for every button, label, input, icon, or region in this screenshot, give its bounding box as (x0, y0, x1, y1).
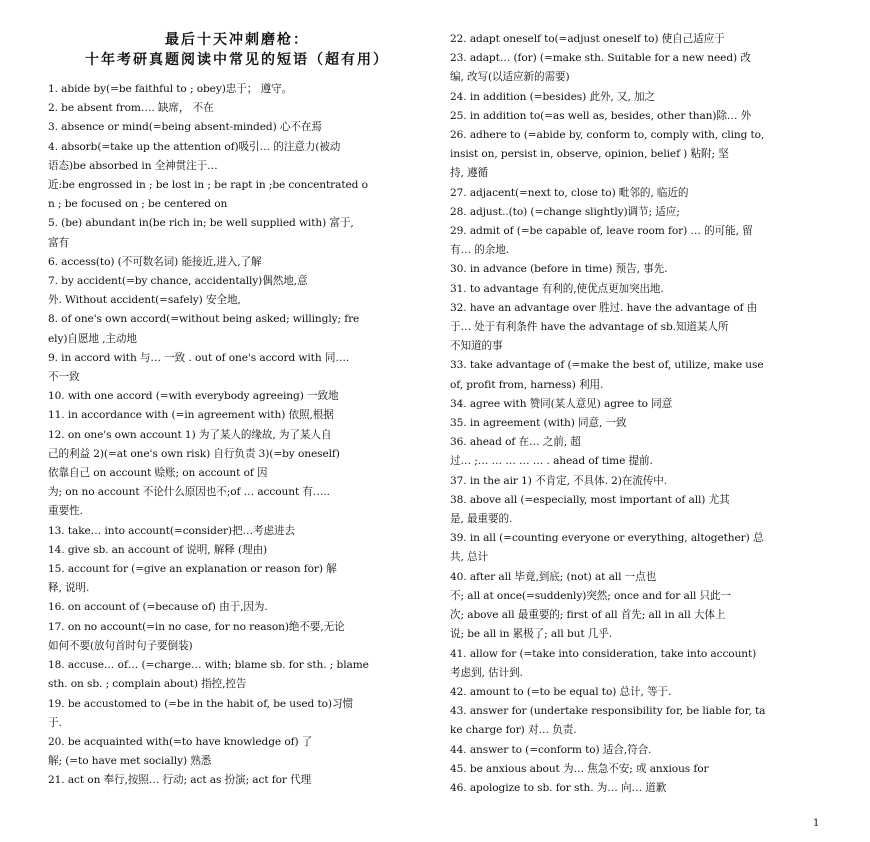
phrase-line: 己的利益 2)(=at one's own risk) 自行负责 3)(=by oneself) (48, 447, 340, 460)
phrase-line: 4. absorb(=take up the attention of)吸引… 的注意力(被动 (48, 140, 341, 153)
phrase-line: 31. to advantage 有利的,使优点更加突出地. (450, 282, 664, 295)
phrase-line: 24. in addition (=besides) 此外, 又, 加之 (450, 90, 655, 103)
phrase-line: 依靠自己 on account 赊账; on account of 因 (48, 467, 268, 480)
phrase-line: 为; on no account 不论什么原因也不;of … account 有….. (48, 486, 330, 499)
phrase-line: insist on, persist in, observe, opinion, belief ) 粘附; 坚 (450, 148, 729, 161)
page-number: 1 (813, 818, 820, 829)
phrase-line: 32. have an advantage over 胜过. have the advantage of 由 (450, 301, 758, 314)
phrase-line: sth. on sb. ; complain about) 指控,控告 (48, 678, 247, 691)
phrase-line: 于. (48, 716, 62, 729)
phrase-line: 不一致 (48, 371, 80, 384)
phrase-line: 37. in the air 1) 不肯定, 不具体. 2)在流传中. (450, 474, 668, 487)
phrase-line: 说; be all in 累极了; all but 几乎. (450, 628, 613, 641)
phrase-line: 外. Without accident(=safely) 安全地, (48, 294, 241, 307)
phrase-line: 42. amount to (=to be equal to) 总计, 等于. (450, 685, 672, 698)
phrase-line: 25. in addition to(=as well as, besides, other than)除… 外 (450, 109, 752, 122)
phrase-line: 考虑到, 估计到. (450, 666, 523, 679)
phrase-line: 34. agree with 赞同(某人意见) agree to 同意 (450, 397, 673, 410)
phrase-line: 16. on account of (=because of) 由于,因为. (48, 601, 268, 614)
phrase-line: 是, 最重要的. (450, 513, 513, 526)
phrase-line: 9. in accord with 与… 一致 . out of one's accord with 同…. (48, 351, 350, 364)
right-phrase-list (450, 30, 826, 798)
phrase-line: 10. with one accord (=with everybody agreeing) 一致地 (48, 390, 339, 403)
phrase-line: 3. absence or mind(=being absent-minded) 心不在焉 (48, 121, 322, 134)
phrase-line: 36. ahead of 在… 之前, 超 (450, 436, 581, 449)
phrase-line: 7. by accident(=by chance, accidentally)偶然地,意 (48, 275, 308, 288)
phrase-line: 17. on no account(=in no case, for no reason)绝不要,无论 (48, 620, 345, 633)
phrase-line: 13. take… into account(=consider)把…考虑进去 (48, 524, 295, 537)
page-title-line-1: 最后十天冲刺磨枪： (165, 32, 309, 48)
phrase-line: 39. in all (=counting everyone or everything, altogether) 总 (450, 532, 764, 545)
phrase-line: of, profit from, harness) 利用. (450, 378, 604, 391)
phrase-line: 26. adhere to (=abide by, conform to, comply with, cling to, (450, 129, 765, 142)
phrase-line: 43. answer for (undertake responsibility for, be liable for, ta (450, 705, 766, 718)
left-column (48, 30, 426, 791)
phrase-line: 12. on one's own account 1) 为了某人的缘故, 为了某人自 (48, 428, 332, 441)
phrase-line: 41. allow for (=take into consideration, take into account) (450, 647, 757, 660)
phrase-line: 38. above all (=especially, most important of all) 尤其 (450, 493, 730, 506)
phrase-line: ely)自愿地 ,主动地 (48, 332, 137, 345)
phrase-line: n ; be focused on ; be centered on (48, 198, 228, 211)
phrase-line: 次; above all 最重要的; first of all 首先; all in all 大体上 (450, 609, 726, 622)
phrase-line: 29. admit of (=be capable of, leave room for) … 的可能, 留 (450, 225, 753, 238)
phrase-line: 8. of one's own accord(=without being asked; willingly; fre (48, 313, 360, 326)
phrase-line: 11. in accordance with (=in agreement with) 依照,根据 (48, 409, 334, 422)
phrase-line: 不; all at once(=suddenly)突然; once and for all 只此一 (450, 589, 732, 602)
phrase-line: 共, 总计 (450, 551, 489, 564)
phrase-line: 21. act on 奉行,按照… 行动; act as 扮演; act for 代理 (48, 774, 312, 787)
left-phrase-list (48, 80, 426, 791)
phrase-line: 有… 的余地. (450, 244, 510, 257)
phrase-line: 近:be engrossed in ; be lost in ; be rapt in ;be concentrated o (48, 179, 368, 192)
phrase-line: 19. be accustomed to (=be in the habit of, be used to)习惯 (48, 697, 353, 710)
phrase-line: 15. account for (=give an explanation or reason for) 解 (48, 563, 337, 576)
phrase-line: 44. answer to (=conform to) 适合,符合. (450, 743, 652, 756)
phrase-line: 语态)be absorbed in 全神贯注于… (48, 159, 218, 172)
phrase-line: 释, 说明. (48, 582, 90, 595)
phrase-line: 14. give sb. an account of 说明, 解释 (理由) (48, 543, 268, 556)
phrase-line: 富有 (48, 236, 69, 249)
page-title-line-2: 十年考研真题阅读中常见的短语（超有用） (85, 52, 389, 68)
phrase-line: ke charge for) 对… 负责. (450, 724, 577, 737)
phrase-line: 23. adapt… (for) (=make sth. Suitable for a new need) 改 (450, 52, 751, 65)
phrase-line: 22. adapt oneself to(=adjust oneself to) 使自己适应于 (450, 33, 725, 45)
phrase-line: 40. after all 毕竟,到底; (not) at all 一点也 (450, 570, 657, 583)
phrase-line: 28. adjust..(to) (=change slightly)调节; 适应; (450, 205, 680, 218)
phrase-line: 解; (=to have met socially) 熟悉 (48, 755, 212, 768)
phrase-line: 46. apologize to sb. for sth. 为… 向… 道歉 (450, 781, 667, 794)
phrase-line: 33. take advantage of (=make the best of, utilize, make use (450, 359, 764, 372)
phrase-line: 30. in advance (before in time) 预告, 事先. (450, 263, 668, 276)
phrase-line: 如何不要(放句首时句子要倒装) (48, 639, 193, 652)
phrase-line: 18. accuse… of… (=charge… with; blame sb. for sth. ; blame (48, 659, 369, 672)
phrase-line: 不知道的事 (450, 340, 503, 353)
phrase-line: 45. be anxious about 为… 焦急不安; 或 anxious for (450, 762, 709, 775)
right-column (450, 30, 826, 798)
phrase-line: 5. (be) abundant in(be rich in; be well supplied with) 富于, (48, 217, 354, 230)
phrase-line: 过… ;… … … … … . ahead of time 提前. (450, 455, 653, 468)
phrase-line: 持, 遵循 (450, 167, 489, 180)
phrase-line: 编, 改写(以适应新的需要) (450, 71, 570, 84)
phrase-line: 20. be acquainted with(=to have knowledge of) 了 (48, 735, 313, 748)
phrase-line: 于… 处于有利条件 have the advantage of sb.知道某人所 (450, 321, 729, 334)
phrase-line: 35. in agreement (with) 同意, 一致 (450, 417, 627, 430)
phrase-line: 1. abide by(=be faithful to ; obey)忠于； 遵守。 (48, 83, 292, 95)
phrase-line: 2. be absent from…. 缺席， 不在 (48, 102, 214, 115)
phrase-line: 6. access(to) (不可数名词) 能接近,进入,了解 (48, 255, 262, 268)
phrase-line: 重要性. (48, 505, 83, 518)
phrase-line: 27. adjacent(=next to, close to) 毗邻的, 临近的 (450, 186, 689, 199)
